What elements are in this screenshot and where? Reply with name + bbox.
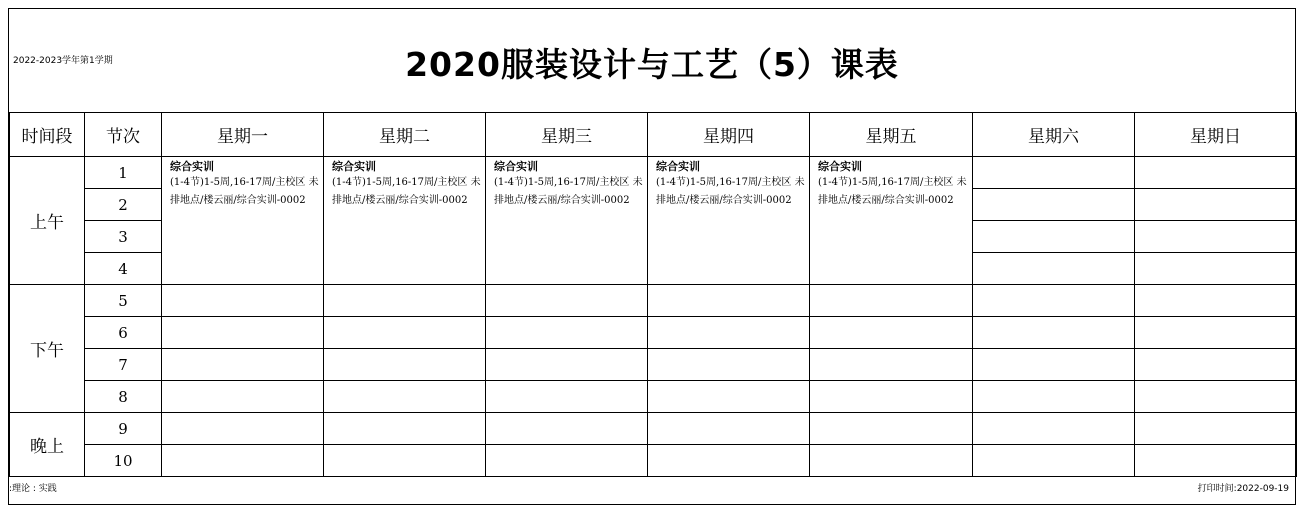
table-row xyxy=(10,157,1297,189)
slot-number: 4 xyxy=(85,253,162,285)
empty-cell xyxy=(162,285,324,317)
empty-cell xyxy=(486,413,648,445)
column-header-slot: 节次 xyxy=(85,113,162,157)
course-detail: (1-4节)1-5周,16-17周/主校区 未排地点/楼云丽/综合实训-0002 xyxy=(494,176,643,206)
course-cell-tuesday[interactable] xyxy=(324,157,486,285)
period-evening: 晚上 xyxy=(10,413,85,477)
slot-number: 2 xyxy=(85,189,162,221)
course-detail: (1-4节)1-5周,16-17周/主校区 未排地点/楼云丽/综合实训-0002 xyxy=(170,176,319,206)
empty-cell xyxy=(162,413,324,445)
empty-cell xyxy=(973,381,1135,413)
slot-number: 7 xyxy=(85,349,162,381)
column-header-friday: 星期五 xyxy=(810,113,973,157)
empty-cell xyxy=(648,381,810,413)
timetable-header xyxy=(9,9,1295,113)
empty-cell xyxy=(810,445,973,477)
empty-cell xyxy=(973,445,1135,477)
empty-cell xyxy=(486,349,648,381)
empty-cell xyxy=(648,349,810,381)
column-header-period: 时间段 xyxy=(10,113,85,157)
slot-number: 9 xyxy=(85,413,162,445)
empty-cell xyxy=(324,413,486,445)
empty-cell xyxy=(973,157,1135,189)
empty-cell xyxy=(973,253,1135,285)
empty-cell xyxy=(648,317,810,349)
empty-cell xyxy=(486,381,648,413)
course-name: 综合实训 xyxy=(818,160,862,173)
slot-number: 5 xyxy=(85,285,162,317)
course-name: 综合实训 xyxy=(332,160,376,173)
empty-cell xyxy=(486,445,648,477)
empty-cell xyxy=(648,445,810,477)
empty-cell xyxy=(162,445,324,477)
schedule-table xyxy=(9,112,1297,477)
course-detail: (1-4节)1-5周,16-17周/主校区 未排地点/楼云丽/综合实训-0002 xyxy=(818,176,967,206)
empty-cell xyxy=(648,285,810,317)
empty-cell xyxy=(486,285,648,317)
course-cell-thursday[interactable] xyxy=(648,157,810,285)
empty-cell xyxy=(1135,445,1297,477)
course-name: 综合实训 xyxy=(494,160,538,173)
column-header-wednesday: 星期三 xyxy=(486,113,648,157)
empty-cell xyxy=(1135,413,1297,445)
empty-cell xyxy=(810,285,973,317)
empty-cell xyxy=(973,189,1135,221)
empty-cell xyxy=(973,285,1135,317)
table-row xyxy=(10,445,1297,477)
empty-cell xyxy=(162,349,324,381)
empty-cell xyxy=(324,381,486,413)
empty-cell xyxy=(810,349,973,381)
empty-cell xyxy=(1135,285,1297,317)
course-name: 综合实训 xyxy=(656,160,700,173)
print-time: 打印时间:2022-09-19 xyxy=(1197,484,1289,494)
table-header-row xyxy=(10,113,1297,157)
page-title: 2020服装设计与工艺（5）课表 xyxy=(405,45,899,84)
empty-cell xyxy=(1135,157,1297,189)
course-detail: (1-4节)1-5周,16-17周/主校区 未排地点/楼云丽/综合实训-0002 xyxy=(656,176,805,206)
legend-note: :理论 : 实践 xyxy=(9,484,57,494)
empty-cell xyxy=(973,349,1135,381)
empty-cell xyxy=(324,445,486,477)
course-cell-friday[interactable] xyxy=(810,157,973,285)
column-header-monday: 星期一 xyxy=(162,113,324,157)
period-afternoon: 下午 xyxy=(10,285,85,413)
empty-cell xyxy=(1135,349,1297,381)
empty-cell xyxy=(810,413,973,445)
empty-cell xyxy=(810,317,973,349)
empty-cell xyxy=(1135,381,1297,413)
timetable-sheet xyxy=(8,8,1296,505)
empty-cell xyxy=(1135,189,1297,221)
semester-label: 2022-2023学年第1学期 xyxy=(13,56,113,66)
table-row xyxy=(10,285,1297,317)
course-cell-monday[interactable] xyxy=(162,157,324,285)
course-detail: (1-4节)1-5周,16-17周/主校区 未排地点/楼云丽/综合实训-0002 xyxy=(332,176,481,206)
course-cell-wednesday[interactable] xyxy=(486,157,648,285)
empty-cell xyxy=(324,349,486,381)
table-row xyxy=(10,317,1297,349)
empty-cell xyxy=(648,413,810,445)
column-header-tuesday: 星期二 xyxy=(324,113,486,157)
empty-cell xyxy=(1135,253,1297,285)
slot-number: 10 xyxy=(85,445,162,477)
column-header-sunday: 星期日 xyxy=(1135,113,1297,157)
period-morning: 上午 xyxy=(10,157,85,285)
slot-number: 8 xyxy=(85,381,162,413)
slot-number: 1 xyxy=(85,157,162,189)
empty-cell xyxy=(324,285,486,317)
table-row xyxy=(10,413,1297,445)
column-header-thursday: 星期四 xyxy=(648,113,810,157)
empty-cell xyxy=(973,221,1135,253)
empty-cell xyxy=(486,317,648,349)
column-header-saturday: 星期六 xyxy=(973,113,1135,157)
slot-number: 6 xyxy=(85,317,162,349)
empty-cell xyxy=(973,317,1135,349)
empty-cell xyxy=(973,413,1135,445)
empty-cell xyxy=(810,381,973,413)
table-row xyxy=(10,349,1297,381)
empty-cell xyxy=(1135,317,1297,349)
slot-number: 3 xyxy=(85,221,162,253)
empty-cell xyxy=(162,317,324,349)
empty-cell xyxy=(162,381,324,413)
empty-cell xyxy=(324,317,486,349)
table-row xyxy=(10,381,1297,413)
empty-cell xyxy=(1135,221,1297,253)
course-name: 综合实训 xyxy=(170,160,214,173)
